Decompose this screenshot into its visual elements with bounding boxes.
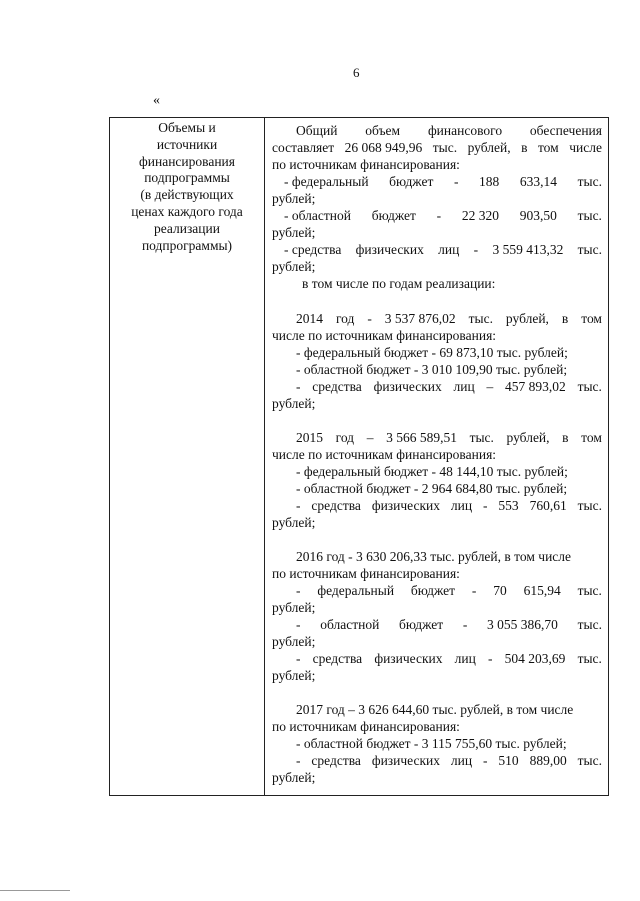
text-line: по источникам финансирования:: [272, 566, 460, 581]
text-line: рублей;: [272, 515, 316, 530]
text-line: - областной бюджет - 3 010 109,90 тыс. рублей;: [296, 362, 568, 377]
scan-edge-line: [0, 890, 70, 891]
label-line: подпрограммы: [144, 170, 230, 186]
text-line: числе по источникам финансирования:: [272, 328, 497, 343]
text-line: 2014 год - 3 537 876,02 тыс. рублей, в том: [296, 311, 602, 326]
text-line: - федеральный бюджет - 188 633,14 тыс.: [284, 174, 602, 189]
text-line: - средства физических лиц - 510 889,00 тыс.: [296, 753, 602, 768]
opening-quote: «: [153, 93, 160, 108]
text-line: рублей;: [272, 600, 316, 615]
text-line: Общий объем финансового обеспечения: [296, 123, 602, 138]
text-line: - федеральный бюджет - 69 873,10 тыс. рублей;: [296, 345, 568, 360]
text-line: рублей;: [272, 191, 316, 206]
label-line: финансирования: [139, 153, 235, 169]
text-line: - федеральный бюджет - 48 144,10 тыс. рублей;: [296, 464, 568, 479]
text-line: - средства физических лиц - 553 760,61 тыс.: [296, 498, 602, 513]
text-line: - областной бюджет - 3 115 755,60 тыс. рублей;: [296, 736, 567, 751]
text-line: 2016 год - 3 630 206,33 тыс. рублей, в том числе: [296, 549, 572, 564]
text-line: 2015 год – 3 566 589,51 тыс. рублей, в том: [296, 430, 602, 445]
text-line: - средства физических лиц - 504 203,69 тыс.: [296, 651, 602, 666]
text-line: по источникам финансирования:: [272, 719, 460, 734]
label-line: реализации: [154, 220, 220, 236]
label-line: Объемы и: [158, 120, 216, 135]
text-line: 2017 год – 3 626 644,60 тыс. рублей, в том числе: [296, 702, 574, 717]
text-line: в том числе по годам реализации:: [302, 276, 496, 291]
text-line: по источникам финансирования:: [272, 157, 460, 172]
text-line: числе по источникам финансирования:: [272, 447, 497, 462]
text-line: - федеральный бюджет - 70 615,94 тыс.: [296, 583, 602, 598]
text-line: рублей;: [272, 259, 316, 274]
text-line: - областной бюджет - 2 964 684,80 тыс. рублей;: [296, 481, 568, 496]
text-line: - средства физических лиц - 3 559 413,32 тыс.: [284, 242, 602, 257]
text-line: рублей;: [272, 770, 316, 785]
label-line: (в действующих: [140, 187, 234, 203]
page-number: 6: [353, 65, 360, 80]
text-line: рублей;: [272, 634, 316, 649]
column-divider: [264, 117, 265, 796]
text-line: - областной бюджет - 3 055 386,70 тыс.: [296, 617, 602, 632]
label-line: подпрограммы): [141, 237, 233, 253]
label-line: источники: [156, 136, 218, 152]
text-line: рублей;: [272, 396, 316, 411]
table-label-cell: [110, 120, 264, 254]
label-line: ценах каждого года: [131, 203, 243, 219]
text-line: - средства физических лиц – 457 893,02 тыс.: [296, 379, 602, 394]
text-line: рублей;: [272, 668, 316, 683]
text-line: рублей;: [272, 225, 316, 240]
text-line: - областной бюджет - 22 320 903,50 тыс.: [284, 208, 602, 223]
text-line: составляет 26 068 949,96 тыс. рублей, в том числе: [272, 140, 602, 155]
